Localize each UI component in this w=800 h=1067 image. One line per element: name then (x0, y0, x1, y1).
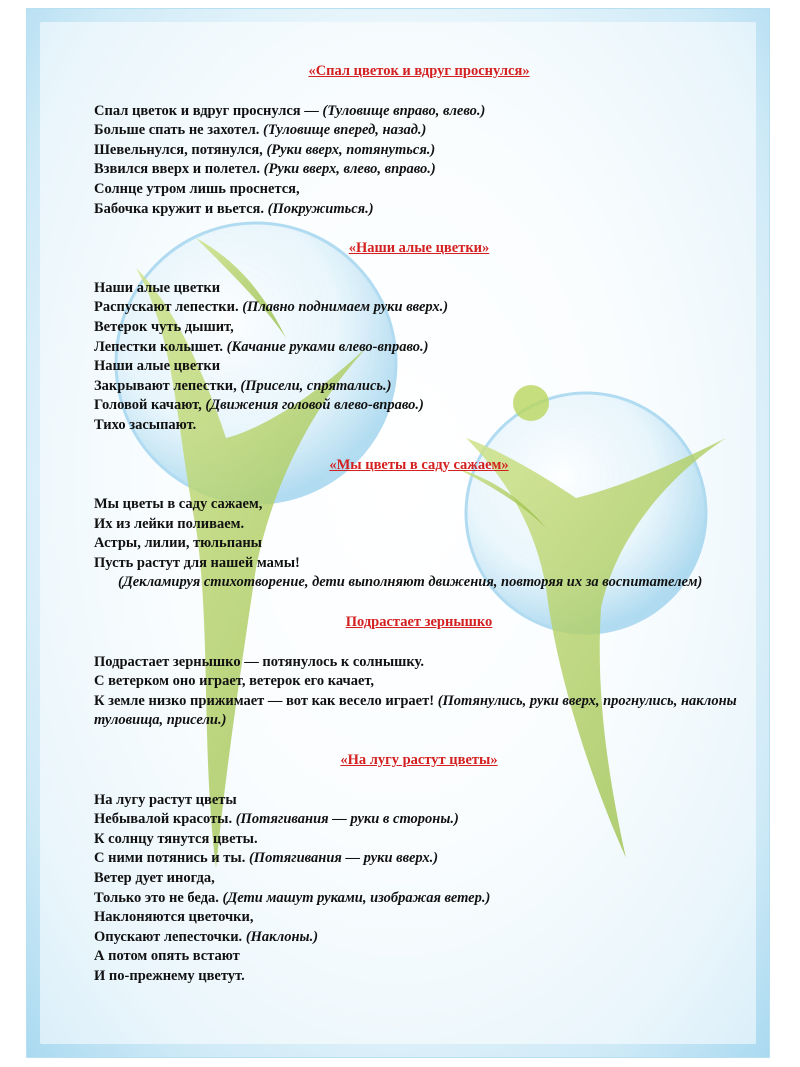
poem-section (94, 456, 744, 594)
poem-line-text: Астры, лилии, тюльпаны (94, 535, 262, 552)
poem-line-text: Спал цветок и вдруг проснулся — (94, 102, 323, 119)
poem-line (94, 515, 744, 535)
poem-line (94, 908, 744, 928)
poem-line (94, 141, 744, 161)
section-title: «Мы цветы в саду сажаем» (329, 456, 509, 473)
poem-line-text: Бабочка кружит и вьется. (94, 200, 268, 217)
section-title: «Наши алые цветки» (348, 240, 490, 257)
poem-line (94, 121, 744, 141)
poems-content (94, 62, 744, 987)
movement-instruction: (Плавно поднимаем руки вверх.) (242, 299, 449, 316)
poem-line-text: Тихо засыпают. (94, 416, 197, 433)
movement-instruction: (Туловище вправо, влево.) (322, 102, 486, 119)
movement-instruction: (Наклоны.) (245, 928, 319, 945)
poem-line-text: Лепестки колышет. (94, 338, 227, 355)
poem-line (94, 554, 744, 574)
section-remark: (Декламируя стихотворение, дети выполняют движения, повторяя их за воспитателем) (118, 574, 703, 591)
sections-container (94, 62, 744, 987)
movement-instruction: (Движения головой влево-вправо.) (205, 397, 424, 414)
poem-section (94, 62, 744, 219)
poem-section (94, 613, 744, 731)
poem-line-text: Небывалой красоты. (94, 811, 236, 828)
poem-line (94, 830, 744, 850)
movement-instruction: (Дети машут руками, изображая ветер.) (222, 889, 491, 906)
poem-line (94, 653, 744, 673)
poem-line-text: Подрастает зернышко — потянулось к солнышку. (94, 653, 424, 670)
poem-line (94, 338, 744, 358)
poem-line-text: Наши алые цветки (94, 279, 221, 296)
poem-line (94, 279, 744, 299)
poem-line-text: С ветерком оно играет, ветерок его качает, (94, 673, 375, 690)
poem-line-text: Взвился вверх и полетел. (94, 161, 264, 178)
movement-instruction: (Руки вверх, влево, вправо.) (263, 161, 436, 178)
poem-line-text: Наши алые цветки (94, 358, 221, 375)
movement-instruction: (Покружиться.) (267, 200, 374, 217)
poem-line (94, 810, 744, 830)
poem-line-text: Их из лейки поливаем. (94, 515, 245, 532)
poem-line (94, 672, 744, 692)
movement-instruction: (Потягивания — руки вверх.) (248, 850, 439, 867)
poem-line-text: На лугу растут цветы (94, 791, 237, 808)
movement-instruction: (Качание руками влево-вправо.) (226, 338, 429, 355)
poem-line-text: Распускают лепестки. (94, 299, 243, 316)
poem-line-text: Головой качают, (94, 397, 206, 414)
movement-instruction: (Руки вверх, потянуться.) (266, 141, 436, 158)
poem-line-text: Шевельнулся, потянулся, (94, 141, 267, 158)
movement-instruction: (Туловище вперед, назад.) (263, 122, 427, 139)
poem-line-text: Солнце утром лишь проснется, (94, 180, 300, 197)
poem-section (94, 239, 744, 435)
poem-line-text: С ними потянись и ты. (94, 850, 249, 867)
poem-line-text: Ветер дует иногда, (94, 870, 215, 886)
poem-line (94, 102, 744, 122)
poem-line-text: Больше спать не захотел. (94, 122, 264, 139)
movement-instruction: (Потягивания — руки в стороны.) (235, 811, 459, 828)
poem-line (94, 791, 744, 811)
page-frame (26, 8, 770, 1058)
section-title: Подрастает зернышко (345, 614, 493, 631)
poem-line-text: Ветерок чуть дышит, (94, 318, 234, 335)
poem-line (94, 318, 744, 338)
poem-line (94, 947, 744, 967)
poem-line (94, 928, 744, 948)
poem-line (94, 416, 744, 436)
poem-line-text: А потом опять встают (94, 948, 240, 965)
poem-line-text: Только это не беда. (94, 889, 223, 906)
poem-line (94, 869, 744, 889)
poem-line (94, 534, 744, 554)
poem-line-text: К солнцу тянутся цветы. (94, 830, 258, 847)
poem-line-text: Закрывают лепестки, (94, 377, 241, 394)
poem-line (94, 160, 744, 180)
poem-line-text: Мы цветы в саду сажаем, (94, 496, 263, 513)
poem-line-text: Опускают лепесточки. (94, 928, 246, 945)
poem-line (94, 692, 744, 731)
poem-line-text: Наклоняются цветочки, (94, 909, 254, 926)
poem-line (94, 377, 744, 397)
poem-line-text: Пусть растут для нашей мамы! (94, 554, 300, 571)
poem-line (94, 967, 744, 987)
poem-line (94, 495, 744, 515)
poem-line (94, 298, 744, 318)
section-title: «Спал цветок и вдруг проснулся» (308, 63, 530, 79)
poem-line-text: К земле низко прижимает — вот как весело играет! (94, 692, 438, 709)
poem-section (94, 751, 744, 987)
poem-line-text: И по-прежнему цветут. (94, 967, 245, 984)
poem-line (94, 200, 744, 220)
movement-instruction: (Потянулись, руки вверх, прогнулись, наклоны туловища, присели.) (94, 692, 737, 729)
section-title: «На лугу растут цветы» (340, 752, 498, 769)
poem-line (94, 849, 744, 869)
poem-line (94, 357, 744, 377)
poem-line (94, 180, 744, 200)
movement-instruction: (Присели, спрятались.) (240, 377, 392, 394)
poem-line (94, 396, 744, 416)
poem-line (94, 889, 744, 909)
